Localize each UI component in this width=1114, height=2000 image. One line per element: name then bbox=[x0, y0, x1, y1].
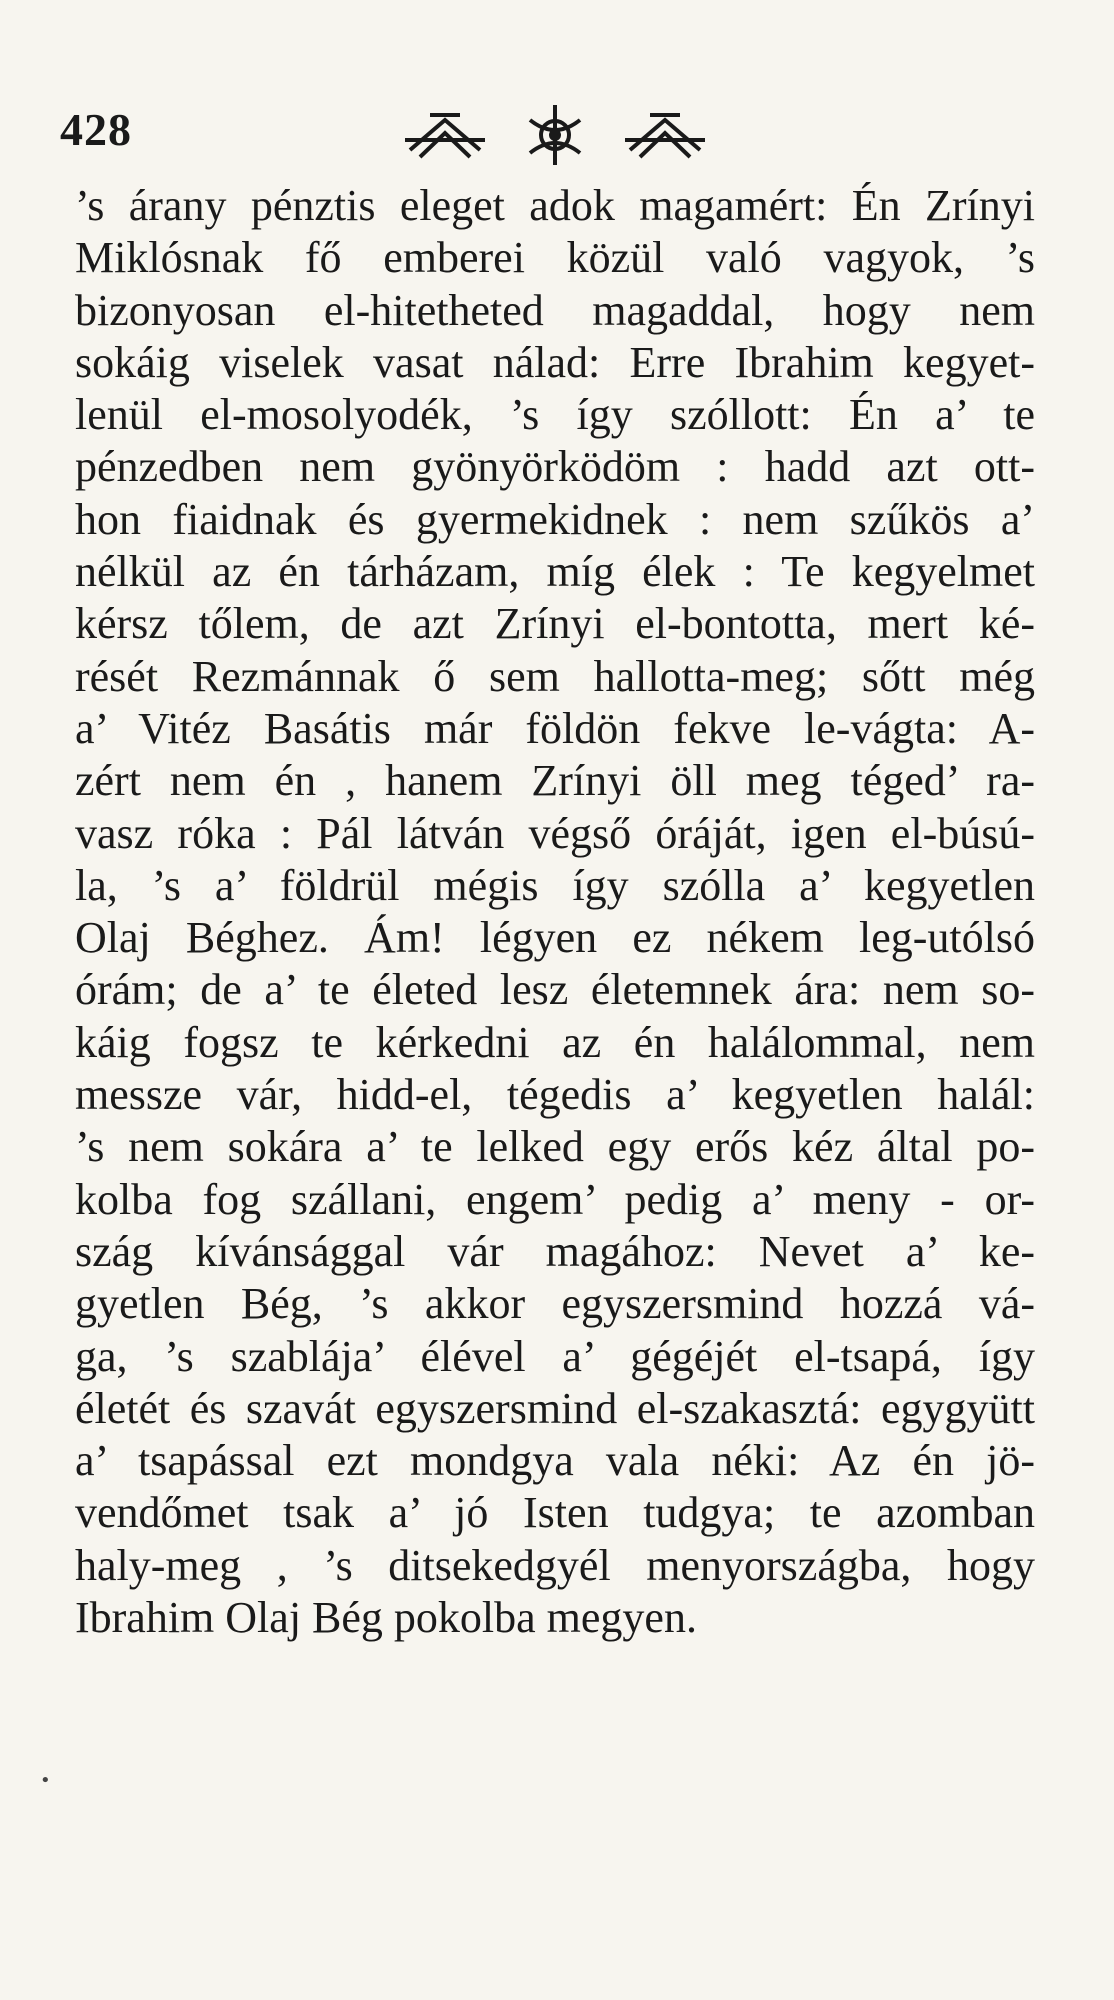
text-line: vasz róka : Pál látván végső óráját, igen el-búsú- bbox=[75, 808, 1035, 858]
fleuron-ornament-icon bbox=[390, 95, 720, 175]
margin-mark: • bbox=[40, 1770, 51, 1791]
text-line: életét és szavát egyszersmind el-szakasztá: egygyütt bbox=[75, 1383, 1035, 1433]
text-line: messze vár, hidd-el, tégedis a’ kegyetlen halál: bbox=[75, 1070, 1035, 1120]
text-line: kérsz tőlem, de azt Zrínyi el-bontotta, mert ké- bbox=[75, 599, 1035, 649]
text-line: rését Rezmánnak ő sem hallotta-meg; sőtt még bbox=[75, 651, 1035, 701]
left-ornament-icon bbox=[405, 115, 485, 157]
right-ornament-icon bbox=[625, 115, 705, 157]
text-line: ’s nem sokára a’ te lelked egy erős kéz által po- bbox=[75, 1122, 1035, 1172]
text-line: vendőmet tsak a’ jó Isten tudgya; te azomban bbox=[75, 1488, 1035, 1538]
page-number: 428 bbox=[60, 104, 132, 155]
page-header bbox=[60, 95, 1060, 175]
text-line: nélkül az én tárházam, míg élek : Te kegyelmet bbox=[75, 547, 1035, 597]
text-line: sokáig viselek vasat nálad: Erre Ibrahim kegyet- bbox=[75, 337, 1035, 387]
body-text bbox=[75, 180, 1035, 1644]
text-line: a’ Vitéz Basátis már földön fekve le-vágta: A- bbox=[75, 703, 1035, 753]
text-line: Olaj Béghez. Ám! légyen ez nékem leg-utólsó bbox=[75, 913, 1035, 963]
text-line: pénzedben nem gyönyörködöm : hadd azt ott- bbox=[75, 442, 1035, 492]
text-line: gyetlen Bég, ’s akkor egyszersmind hozzá vá- bbox=[75, 1279, 1035, 1329]
text-line: hon fiaidnak és gyermekidnek : nem szűkös a’ bbox=[75, 494, 1035, 544]
text-line: kolba fog szállani, engem’ pedig a’ meny - or- bbox=[75, 1174, 1035, 1224]
text-line: ga, ’s szablája’ élével a’ gégéjét el-tsapá, így bbox=[75, 1331, 1035, 1381]
text-line: Miklósnak fő emberei közül való vagyok, ’s bbox=[75, 233, 1035, 283]
text-line: szág kívánsággal vár magához: Nevet a’ ke- bbox=[75, 1226, 1035, 1276]
text-line: bizonyosan el-hitetheted magaddal, hogy nem bbox=[75, 285, 1035, 335]
text-line: órám; de a’ te életed lesz életemnek ára: nem so- bbox=[75, 965, 1035, 1015]
text-line: lenül el-mosolyodék, ’s így szóllott: Én a’ te bbox=[75, 390, 1035, 440]
text-line: ’s árany pénztis eleget adok magamért: Én Zrínyi bbox=[75, 181, 1035, 230]
text-line: zért nem én , hanem Zrínyi öll meg téged’ ra- bbox=[75, 756, 1035, 806]
center-flower-ornament-icon bbox=[530, 105, 580, 165]
text-line: Ibrahim Olaj Bég pokolba megyen. bbox=[75, 1593, 697, 1643]
text-line: la, ’s a’ földrül mégis így szólla a’ kegyetlen bbox=[75, 860, 1035, 910]
text-line: a’ tsapással ezt mondgya vala néki: Az én jö- bbox=[75, 1436, 1035, 1486]
text-line: haly-meg , ’s ditsekedgyél menyországba, hogy bbox=[75, 1540, 1035, 1590]
text-line: káig fogsz te kérkedni az én halálommal, nem bbox=[75, 1017, 1035, 1067]
